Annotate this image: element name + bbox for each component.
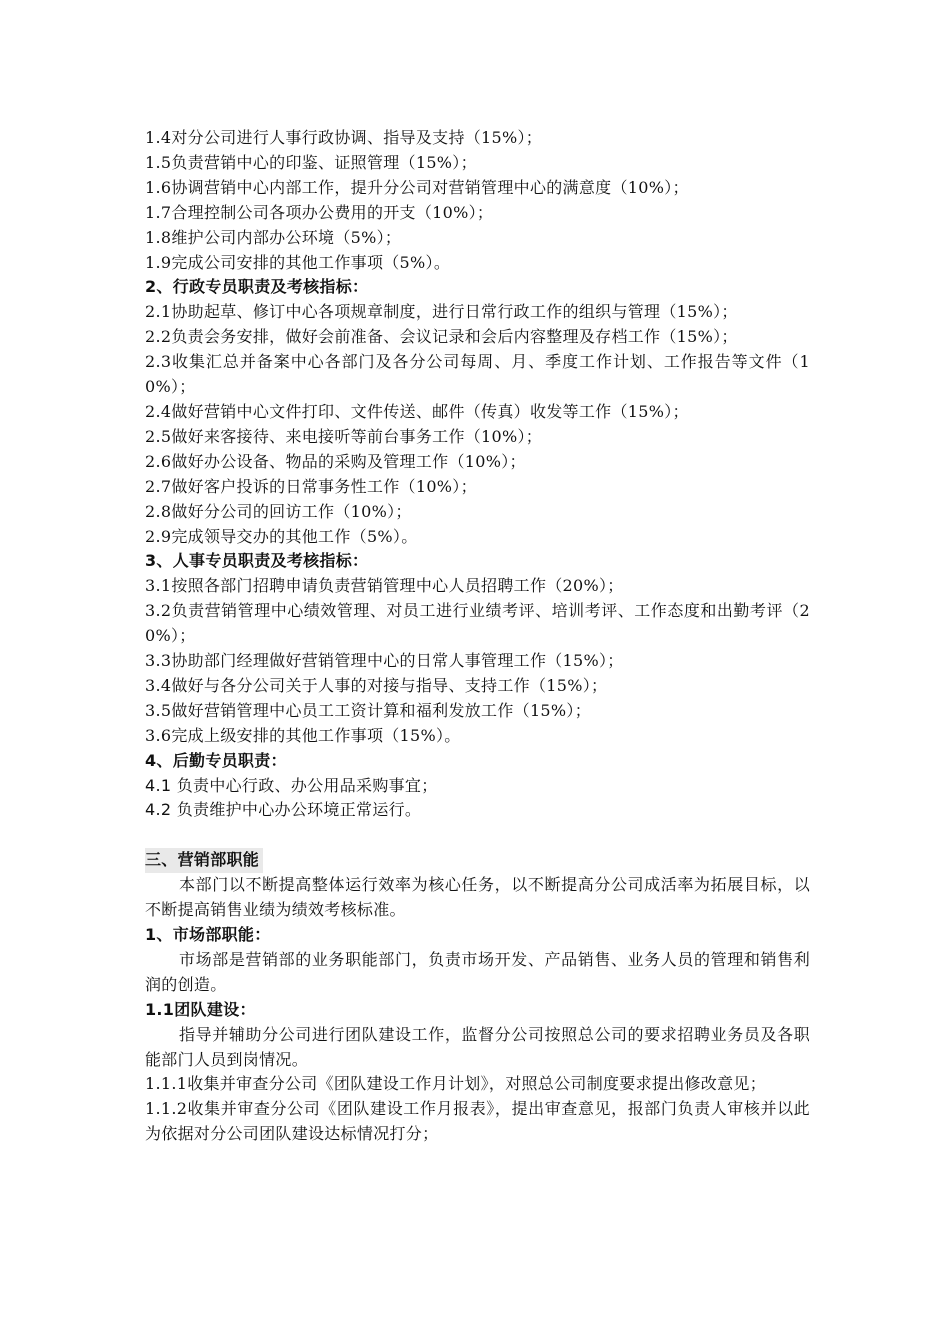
team-intro-paragraph: 指导并辅助分公司进行团队建设工作，监督分公司按照总公司的要求招聘业务员及各职能部门人员到岗情况。 (145, 1024, 810, 1069)
item-1-1-2: 1.1.2收集并审查分公司《团队建设工作月报表》，提出审查意见，报部门负责人审核并以此为依据对分公司团队建设达标情况打分； (145, 1099, 810, 1144)
section-intro-paragraph: 本部门以不断提高整体运行效率为核心任务，以不断提高分公司成活率为拓展目标，以不断提高销售业绩为绩效考核标准。 (145, 875, 810, 920)
item-3-3: 3.3协助部门经理做好营销管理中心的日常人事管理工作（15%）； (145, 651, 624, 671)
item-2-7: 2.7做好客户投诉的日常事务性工作（10%）； (145, 476, 477, 496)
item-3-5: 3.5做好营销管理中心员工工资计算和福利发放工作（15%）； (145, 700, 592, 720)
item-2-6: 2.6做好办公设备、物品的采购及管理工作（10%）； (145, 451, 526, 471)
item-2-5: 2.5做好来客接待、来电接听等前台事务工作（10%）； (145, 426, 543, 446)
section-title-marketing-dept: 三、营销部职能 (145, 848, 263, 873)
item-2-4: 2.4做好营销中心文件打印、文件传送、邮件（传真）收发等工作（15%）； (145, 401, 689, 421)
item-1-1-1: 1.1.1收集并审查分公司《团队建设工作月计划》，对照总公司制度要求提出修改意见； (145, 1074, 767, 1094)
item-2-9: 2.9完成领导交办的其他工作（5%）。 (145, 526, 418, 546)
item-1-6: 1.6协调营销中心内部工作，提升分公司对营销管理中心的满意度（10%）； (145, 177, 689, 197)
item-2-8: 2.8做好分公司的回访工作（10%）； (145, 501, 412, 521)
item-3-1: 3.1按照各部门招聘申请负责营销管理中心人员招聘工作（20%）； (145, 576, 624, 596)
item-1-9: 1.9完成公司安排的其他工作事项（5%）。 (145, 252, 451, 272)
market-intro-paragraph: 市场部是营销部的业务职能部门，负责市场开发、产品销售、业务人员的管理和销售利润的创造。 (145, 949, 810, 994)
heading-hr-specialist: 3、人事专员职责及考核指标： (145, 551, 369, 571)
heading-team-building: 1.1团队建设： (145, 999, 256, 1019)
document-page (145, 126, 810, 1147)
item-1-8: 1.8维护公司内部办公环境（5%）； (145, 227, 402, 247)
item-3-4: 3.4做好与各分公司关于人事的对接与指导、支持工作（15%）； (145, 675, 608, 695)
item-2-2: 2.2负责会务安排，做好会前准备、会议记录和会后内容整理及存档工作（15%）； (145, 327, 738, 347)
item-1-7: 1.7合理控制公司各项办公费用的开支（10%）； (145, 202, 494, 222)
item-2-1: 2.1协助起草、修订中心各项规章制度，进行日常行政工作的组织与管理（15%）； (145, 302, 738, 322)
blank-line (145, 823, 810, 848)
item-1-4: 1.4对分公司进行人事行政协调、指导及支持（15%）； (145, 128, 543, 147)
item-3-2: 3.2负责营销管理中心绩效管理、对员工进行业绩考评、培训考评、工作态度和出勤考评（20%）； (145, 601, 810, 646)
item-2-3: 2.3收集汇总并备案中心各部门及各分公司每周、月、季度工作计划、工作报告等文件（10%）； (145, 352, 810, 397)
heading-admin-specialist: 2、行政专员职责及考核指标： (145, 277, 369, 297)
heading-market-dept: 1、市场部职能： (145, 924, 271, 944)
heading-logistics-specialist: 4、后勤专员职责： (145, 750, 287, 770)
item-4-2: 4.2 负责维护中心办公环境正常运行。 (145, 800, 422, 820)
item-1-5: 1.5负责营销中心的印鉴、证照管理（15%）； (145, 152, 477, 172)
item-3-6: 3.6完成上级安排的其他工作事项（15%）。 (145, 725, 461, 745)
item-4-1: 4.1 负责中心行政、办公用品采购事宜； (145, 775, 438, 795)
